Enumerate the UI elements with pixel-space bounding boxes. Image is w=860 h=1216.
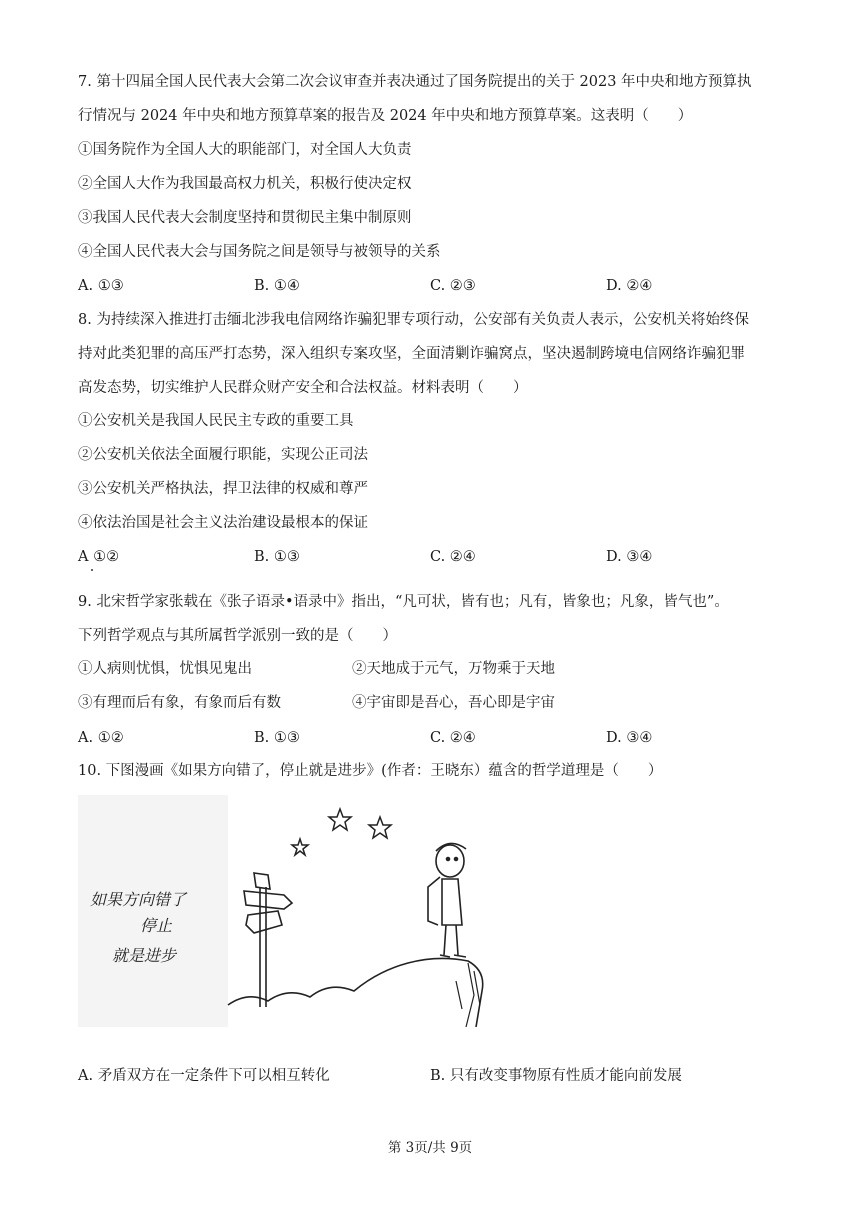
q9-statement-3: ③有理而后有象，有象而后有数 <box>78 695 281 711</box>
cliff-edge <box>456 963 480 1027</box>
q9-statement-4: ④宇宙即是吾心，吾心即是宇宙 <box>352 695 555 711</box>
q8-stem-line2: 持对此类犯罪的高压严打态势，深入组织专案攻坚，全面清剿诈骗窝点，坚决遏制跨境电信网络诈骗犯罪 <box>78 346 745 362</box>
q8-option-d[interactable]: D. ③④ <box>606 549 653 565</box>
q7-statement-2: ②全国人大作为我国最高权力机关，积极行使决定权 <box>78 176 412 192</box>
q9-statement-2: ②天地成于元气，万物乘于天地 <box>352 661 555 677</box>
q8-statement-1: ①公安机关是我国人民民主专政的重要工具 <box>78 413 354 429</box>
q8-option-a[interactable]: A ①② <box>78 549 120 565</box>
q9-statements-row2 <box>78 693 778 713</box>
cartoon-caption-line1: 如果方向错了 <box>90 890 187 909</box>
q7-option-d[interactable]: D. ②④ <box>606 278 653 294</box>
cartoon-illustration <box>78 795 498 1027</box>
q8-option-b[interactable]: B. ①③ <box>254 549 300 565</box>
q7-statement-4: ④全国人民代表大会与国务院之间是领导与被领导的关系 <box>78 244 441 260</box>
q7-option-b[interactable]: B. ①④ <box>254 278 300 294</box>
stray-dot <box>91 569 93 571</box>
q8-statement-3: ③公安机关严格执法，捍卫法律的权威和尊严 <box>78 481 368 497</box>
q7-stem-line2: 行情况与 2024 年中央和地方预算草案的报告及 2024 年中央和地方预算草案。这表明（ ） <box>78 108 693 124</box>
q9-options <box>78 728 778 748</box>
q7-statement-3: ③我国人民代表大会制度坚持和贯彻民主集中制原则 <box>78 210 412 226</box>
q9-statements-row1 <box>78 659 778 679</box>
signpost-icon <box>244 873 292 1007</box>
cartoon-caption-line2: 停止 <box>140 916 173 935</box>
q9-option-d[interactable]: D. ③④ <box>606 730 653 746</box>
q10-options <box>78 1066 778 1086</box>
q8-stem-line1: 8. 为持续深入推进打击缅北涉我电信网络诈骗犯罪专项行动，公安部有关负责人表示，公安机关将始终保 <box>78 312 749 328</box>
q8-stem-line3: 高发态势，切实维护人民群众财产安全和合法权益。材料表明（ ） <box>78 380 528 396</box>
q8-statement-2: ②公安机关依法全面履行职能，实现公正司法 <box>78 447 368 463</box>
q8-options <box>78 547 778 567</box>
q8-statement-4: ④依法治国是社会主义法治建设最根本的保证 <box>78 515 368 531</box>
q10-option-a[interactable]: A. 矛盾双方在一定条件下可以相互转化 <box>78 1068 330 1084</box>
q7-option-a[interactable]: A. ①③ <box>78 278 124 294</box>
q9-option-c[interactable]: C. ②④ <box>430 730 476 746</box>
q7-stem-line1: 7. 第十四届全国人民代表大会第二次会议审查并表决通过了国务院提出的关于 2023 年中央和地方预算执 <box>78 74 752 90</box>
walking-person-icon <box>428 843 466 957</box>
q8-option-c[interactable]: C. ②④ <box>430 549 476 565</box>
q7-options <box>78 276 778 296</box>
cartoon-text-panel <box>78 795 228 1027</box>
q7-option-c[interactable]: C. ②③ <box>430 278 476 294</box>
stars-icon <box>292 809 391 855</box>
q9-stem-line2: 下列哲学观点与其所属哲学派别一致的是（ ） <box>78 628 397 644</box>
q10-option-b[interactable]: B. 只有改变事物原有性质才能向前发展 <box>430 1068 682 1084</box>
q7-statement-1: ①国务院作为全国人大的职能部门，对全国人大负责 <box>78 142 412 158</box>
q9-option-b[interactable]: B. ①③ <box>254 730 300 746</box>
cartoon-caption-line3: 就是进步 <box>112 946 177 965</box>
q9-statement-1: ①人病则忧惧，忧惧见鬼出 <box>78 661 252 677</box>
q9-stem-line1: 9. 北宋哲学家张载在《张子语录•语录中》指出，“凡可状，皆有也；凡有，皆象也；凡象，皆气也”。 <box>78 594 729 610</box>
q9-option-a[interactable]: A. ①② <box>78 730 124 746</box>
page-footer: 第 3页/共 9页 <box>387 1140 473 1156</box>
q10-stem-line1: 10. 下图漫画《如果方向错了，停止就是进步》(作者：王晓东）蕴含的哲学道理是（ ） <box>78 763 663 779</box>
